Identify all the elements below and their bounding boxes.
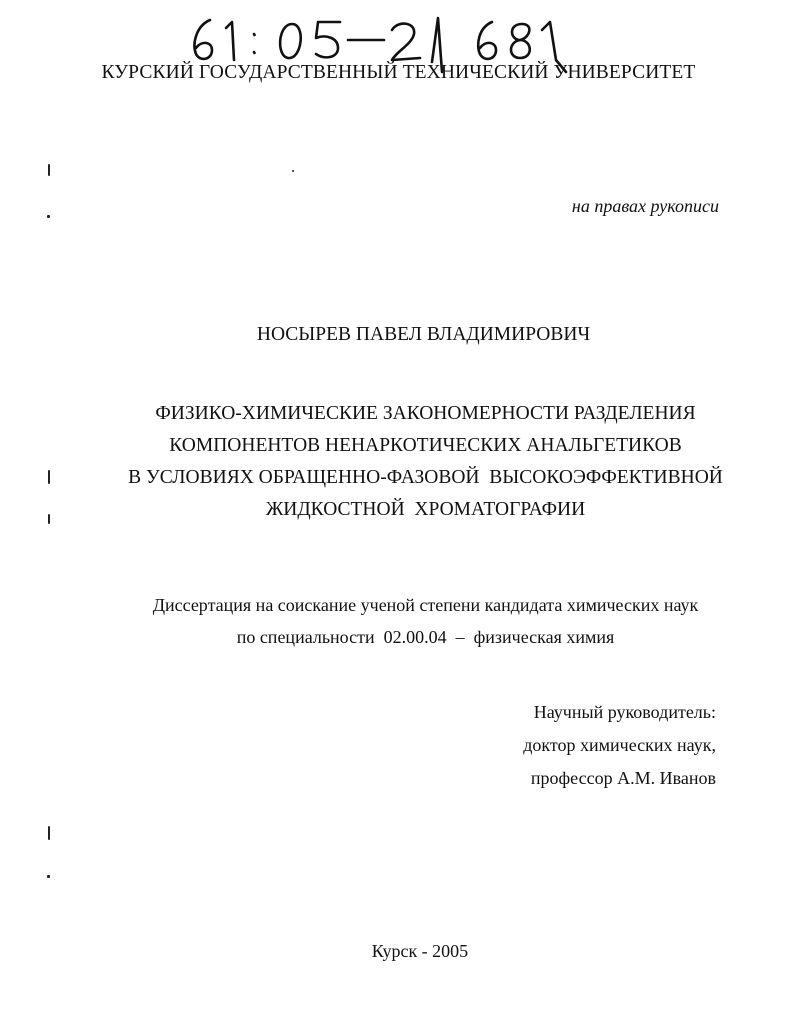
scan-speck xyxy=(48,826,50,840)
supervisor-block xyxy=(523,696,716,795)
title-line: ЖИДКОСТНОЙ ХРОМАТОГРАФИИ xyxy=(265,499,586,520)
dissertation-description xyxy=(0,589,797,653)
title-line: В УСЛОВИЯХ ОБРАЩЕННО-ФАЗОВОЙ ВЫСОКОЭФФЕКТИВНОЙ xyxy=(128,467,723,488)
scan-speck xyxy=(47,215,50,218)
title-line: ФИЗИКО-ХИМИЧЕСКИЕ ЗАКОНОМЕРНОСТИ РАЗДЕЛЕНИЯ xyxy=(155,403,696,424)
dissertation-line: Диссертация на соискание ученой степени кандидата химических наук xyxy=(152,595,699,615)
dissertation-title xyxy=(0,398,797,526)
scan-speck xyxy=(48,470,50,484)
title-line: КОМПОНЕНТОВ НЕНАРКОТИЧЕСКИХ АНАЛЬГЕТИКОВ xyxy=(169,435,682,456)
scan-speck xyxy=(48,514,50,524)
scan-speck xyxy=(48,164,50,176)
supervisor-label: Научный руководитель: xyxy=(533,702,716,722)
scan-speck xyxy=(47,875,50,878)
author-name: НОСЫРЕВ ПАВЕЛ ВЛАДИМИРОВИЧ xyxy=(256,324,591,345)
city-year: Курск - 2005 xyxy=(371,941,469,961)
supervisor-degree: доктор химических наук, xyxy=(523,735,716,755)
university-name: КУРСКИЙ ГОСУДАРСТВЕННЫЙ ТЕХНИЧЕСКИЙ УНИВЕРСИТЕТ xyxy=(101,62,696,83)
supervisor-name: профессор А.М. Иванов xyxy=(530,768,716,788)
manuscript-note: на правах рукописи xyxy=(571,196,719,216)
dissertation-line: по специальности 02.00.04 – физическая химия xyxy=(236,627,615,647)
scan-speck xyxy=(292,170,294,172)
